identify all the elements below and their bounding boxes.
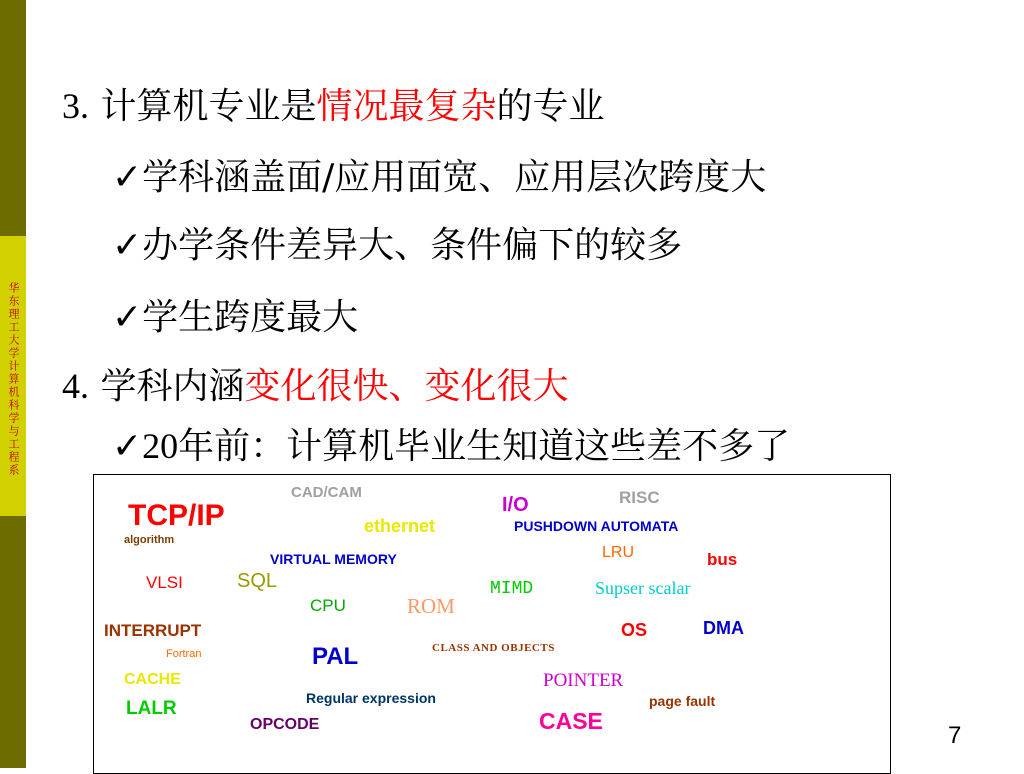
word-cloud-term: CACHE [124, 671, 181, 688]
word-cloud-term: MIMD [490, 579, 534, 599]
word-cloud-term: LALR [126, 698, 177, 719]
item-3-text-end: 的专业 [496, 86, 605, 127]
word-cloud-term: PUSHDOWN AUTOMATA [514, 518, 679, 534]
word-cloud-term: INTERRUPT [104, 621, 202, 640]
word-cloud-term: POINTER [543, 670, 624, 691]
bullet-2-text: 办学条件差异大、条件偏下的较多 [142, 225, 683, 266]
bullet-1-text: 学科涵盖面/应用面宽、应用层次跨度大 [142, 157, 767, 198]
page-number: 7 [948, 722, 962, 749]
item-3-text: 计算机专业是 [100, 86, 317, 127]
bullet-4 [112, 426, 790, 467]
word-cloud-term: bus [707, 550, 738, 569]
bullet-1 [112, 158, 766, 198]
sidebar-org-label: 华东理工大学计算机科学与工程系 [7, 281, 20, 477]
item-3-number: 3. [62, 86, 89, 126]
word-cloud-term: PAL [312, 643, 359, 670]
term-word-cloud [93, 474, 891, 774]
word-cloud-term: LRU [602, 544, 635, 561]
word-cloud-term: Supser scalar [595, 578, 691, 598]
word-cloud-term: Regular expression [306, 690, 436, 706]
word-cloud-term: DMA [703, 618, 744, 638]
item-4-highlight: 变化很快、变化很大 [244, 366, 569, 407]
word-cloud-term: page fault [649, 693, 716, 709]
word-cloud-term: VIRTUAL MEMORY [270, 551, 397, 567]
word-cloud-term: RISC [619, 488, 660, 507]
word-cloud-term: ROM [407, 594, 455, 618]
word-cloud-term: I/O [502, 494, 529, 516]
bullet-3 [112, 298, 358, 338]
item-3 [62, 86, 605, 127]
checkmark-icon: ✓ [112, 225, 143, 266]
item-4-number: 4. [62, 366, 89, 406]
word-cloud-term: algorithm [124, 534, 175, 546]
word-cloud-term: CPU [310, 596, 346, 615]
checkmark-icon: ✓ [112, 297, 143, 338]
bullet-4-text: 年前：计算机毕业生知道这些差不多了 [178, 426, 791, 467]
word-cloud-term: TCP/IP [128, 499, 225, 532]
checkmark-icon: ✓ [112, 426, 143, 467]
word-cloud-term: ethernet [364, 516, 436, 536]
word-cloud-term: CASE [539, 708, 603, 734]
word-cloud-term: VLSI [146, 573, 183, 592]
item-4-text: 学科内涵 [100, 366, 245, 407]
word-cloud-term: CLASS AND OBJECTS [432, 642, 555, 654]
word-cloud-term: OS [621, 620, 648, 640]
word-cloud-term: CAD/CAM [291, 484, 362, 501]
bullet-3-text: 学生跨度最大 [142, 297, 359, 338]
word-cloud-term: SQL [237, 570, 278, 592]
word-cloud-term: OPCODE [250, 716, 320, 733]
checkmark-icon: ✓ [112, 157, 143, 198]
word-cloud-term: Fortran [166, 648, 202, 660]
item-3-highlight: 情况最复杂 [316, 86, 497, 127]
bullet-2 [112, 226, 682, 266]
bullet-4-number: 20 [142, 426, 179, 466]
item-4 [62, 366, 568, 407]
